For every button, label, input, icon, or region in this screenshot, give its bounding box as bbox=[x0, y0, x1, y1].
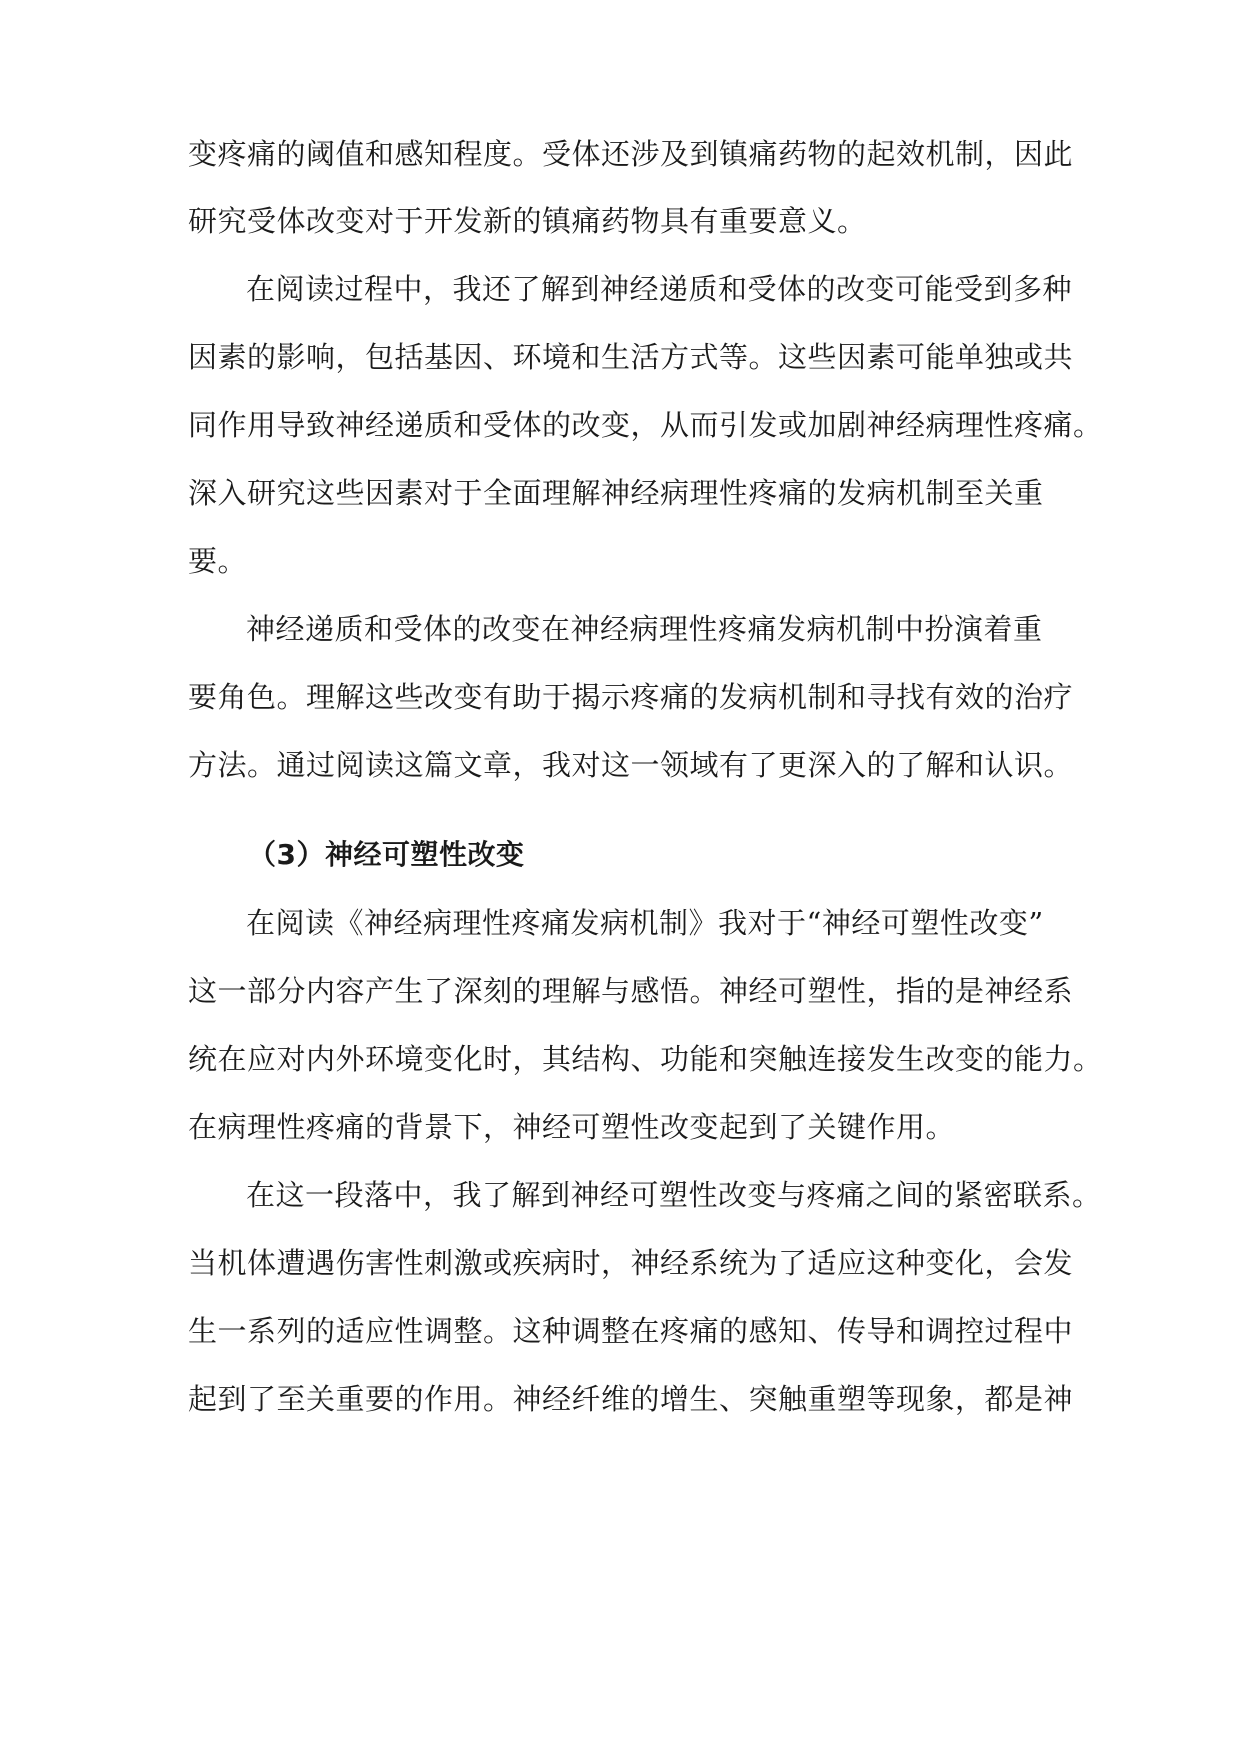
paragraph-line: 统在应对内外环境变化时，其结构、功能和突触连接发生改变的能力。 bbox=[188, 1042, 1103, 1076]
paragraph-line: 在病理性疼痛的背景下，神经可塑性改变起到了关键作用。 bbox=[188, 1110, 956, 1144]
paragraph-line: 深入研究这些因素对于全面理解神经病理性疼痛的发病机制至关重 bbox=[188, 476, 1044, 510]
paragraph-line: 变疼痛的阈值和感知程度。受体还涉及到镇痛药物的起效机制，因此 bbox=[188, 137, 1074, 171]
paragraph-line: 在阅读《神经病理性疼痛发病机制》我对于“神经可塑性改变” bbox=[246, 906, 1044, 940]
paragraph-line: 神经递质和受体的改变在神经病理性疼痛发病机制中扮演着重 bbox=[246, 612, 1043, 646]
paragraph-line: 起到了至关重要的作用。神经纤维的增生、突触重塑等现象，都是神 bbox=[188, 1382, 1074, 1416]
paragraph-line: 因素的影响，包括基因、环境和生活方式等。这些因素可能单独或共 bbox=[188, 340, 1074, 374]
paragraph-line: 这一部分内容产生了深刻的理解与感悟。神经可塑性，指的是神经系 bbox=[188, 974, 1074, 1008]
paragraph-line: 研究受体改变对于开发新的镇痛药物具有重要意义。 bbox=[188, 204, 867, 238]
paragraph-line: 同作用导致神经递质和受体的改变，从而引发或加剧神经病理性疼痛。 bbox=[188, 408, 1103, 442]
paragraph-line: 在阅读过程中，我还了解到神经递质和受体的改变可能受到多种 bbox=[246, 272, 1073, 306]
paragraph-line: 生一系列的适应性调整。这种调整在疼痛的感知、传导和调控过程中 bbox=[188, 1314, 1074, 1348]
section-heading: （3）神经可塑性改变 bbox=[248, 838, 525, 871]
paragraph-line: 方法。通过阅读这篇文章，我对这一领域有了更深入的了解和认识。 bbox=[188, 748, 1074, 782]
paragraph-line: 当机体遭遇伤害性刺激或疾病时，神经系统为了适应这种变化，会发 bbox=[188, 1246, 1074, 1280]
paragraph-line: 要角色。理解这些改变有助于揭示疼痛的发病机制和寻找有效的治疗 bbox=[188, 680, 1074, 714]
paragraph-line: 要。 bbox=[188, 544, 248, 578]
paragraph-line: 在这一段落中，我了解到神经可塑性改变与疼痛之间的紧密联系。 bbox=[246, 1178, 1102, 1212]
